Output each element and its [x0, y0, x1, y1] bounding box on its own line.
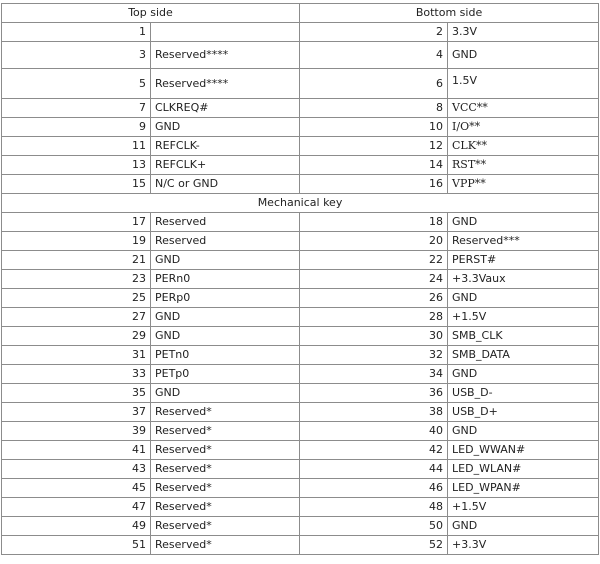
top-signal: GND — [151, 251, 300, 270]
bottom-signal: LED_WWAN# — [448, 441, 599, 460]
top-signal: Reserved* — [151, 441, 300, 460]
bottom-pin-number: 46 — [300, 479, 448, 498]
table-row — [2, 99, 599, 118]
bottom-signal: LED_WPAN# — [448, 479, 599, 498]
top-signal: Reserved* — [151, 422, 300, 441]
bottom-pin-number: 6 — [300, 69, 448, 99]
bottom-signal: +1.5V — [448, 308, 599, 327]
bottom-signal: RST** — [448, 156, 599, 175]
bottom-pin-number: 36 — [300, 384, 448, 403]
top-pin-number: 39 — [2, 422, 151, 441]
top-pin-number: 23 — [2, 270, 151, 289]
table-row — [2, 479, 599, 498]
table-row — [2, 23, 599, 42]
top-pin-number: 9 — [2, 118, 151, 137]
top-pin-number: 15 — [2, 175, 151, 194]
top-pin-number: 37 — [2, 403, 151, 422]
bottom-signal: +1.5V — [448, 498, 599, 517]
table-row — [2, 308, 599, 327]
top-side-header: Top side — [2, 4, 300, 23]
bottom-signal: SMB_CLK — [448, 327, 599, 346]
bottom-pin-number: 40 — [300, 422, 448, 441]
top-signal: Reserved**** — [151, 42, 300, 69]
bottom-signal: I/O** — [448, 118, 599, 137]
table-row — [2, 175, 599, 194]
table-row — [2, 365, 599, 384]
mechanical-key-label: Mechanical key — [2, 194, 599, 213]
table-row — [2, 289, 599, 308]
top-pin-number: 5 — [2, 69, 151, 99]
top-pin-number: 25 — [2, 289, 151, 308]
bottom-signal: GND — [448, 289, 599, 308]
top-signal: Reserved* — [151, 498, 300, 517]
top-signal: GND — [151, 118, 300, 137]
top-signal: Reserved* — [151, 536, 300, 555]
bottom-signal: +3.3V — [448, 536, 599, 555]
table-row — [2, 270, 599, 289]
bottom-pin-number: 10 — [300, 118, 448, 137]
bottom-pin-number: 38 — [300, 403, 448, 422]
top-pin-number: 7 — [2, 99, 151, 118]
top-signal — [151, 23, 300, 42]
bottom-pin-number: 18 — [300, 213, 448, 232]
bottom-signal: USB_D+ — [448, 403, 599, 422]
bottom-pin-number: 48 — [300, 498, 448, 517]
pinout-table-body — [2, 4, 599, 555]
table-row — [2, 536, 599, 555]
bottom-side-header: Bottom side — [300, 4, 599, 23]
table-row — [2, 118, 599, 137]
table-row — [2, 517, 599, 536]
bottom-signal: VCC** — [448, 99, 599, 118]
bottom-signal: USB_D- — [448, 384, 599, 403]
bottom-signal: GND — [448, 422, 599, 441]
top-pin-number: 27 — [2, 308, 151, 327]
top-signal: Reserved**** — [151, 69, 300, 99]
bottom-pin-number: 8 — [300, 99, 448, 118]
bottom-signal: 1.5V — [448, 69, 599, 99]
top-pin-number: 51 — [2, 536, 151, 555]
bottom-pin-number: 42 — [300, 441, 448, 460]
top-pin-number: 47 — [2, 498, 151, 517]
top-pin-number: 21 — [2, 251, 151, 270]
bottom-pin-number: 30 — [300, 327, 448, 346]
top-pin-number: 45 — [2, 479, 151, 498]
top-signal: Reserved — [151, 213, 300, 232]
bottom-pin-number: 16 — [300, 175, 448, 194]
top-pin-number: 31 — [2, 346, 151, 365]
bottom-signal: SMB_DATA — [448, 346, 599, 365]
bottom-signal: CLK** — [448, 137, 599, 156]
top-pin-number: 19 — [2, 232, 151, 251]
table-row — [2, 403, 599, 422]
top-pin-number: 35 — [2, 384, 151, 403]
table-row — [2, 498, 599, 517]
bottom-pin-number: 50 — [300, 517, 448, 536]
table-row — [2, 327, 599, 346]
bottom-pin-number: 20 — [300, 232, 448, 251]
top-signal: N/C or GND — [151, 175, 300, 194]
table-row — [2, 251, 599, 270]
top-signal: PETp0 — [151, 365, 300, 384]
top-signal: Reserved* — [151, 517, 300, 536]
table-row — [2, 232, 599, 251]
table-row — [2, 422, 599, 441]
table-row — [2, 42, 599, 69]
table-row — [2, 137, 599, 156]
top-signal: Reserved* — [151, 479, 300, 498]
bottom-signal: GND — [448, 365, 599, 384]
top-pin-number: 13 — [2, 156, 151, 175]
table-row — [2, 156, 599, 175]
bottom-pin-number: 4 — [300, 42, 448, 69]
top-signal: Reserved* — [151, 403, 300, 422]
top-signal: REFCLK- — [151, 137, 300, 156]
mechanical-key-row — [2, 194, 599, 213]
table-row — [2, 384, 599, 403]
bottom-pin-number: 14 — [300, 156, 448, 175]
bottom-pin-number: 34 — [300, 365, 448, 384]
top-pin-number: 1 — [2, 23, 151, 42]
top-pin-number: 29 — [2, 327, 151, 346]
bottom-pin-number: 24 — [300, 270, 448, 289]
bottom-pin-number: 2 — [300, 23, 448, 42]
top-signal: GND — [151, 327, 300, 346]
bottom-pin-number: 22 — [300, 251, 448, 270]
top-pin-number: 41 — [2, 441, 151, 460]
header-row — [2, 4, 599, 23]
bottom-signal: GND — [448, 42, 599, 69]
top-pin-number: 33 — [2, 365, 151, 384]
top-pin-number: 43 — [2, 460, 151, 479]
bottom-signal: Reserved*** — [448, 232, 599, 251]
bottom-pin-number: 52 — [300, 536, 448, 555]
bottom-signal: GND — [448, 517, 599, 536]
top-pin-number: 49 — [2, 517, 151, 536]
bottom-signal: VPP** — [448, 175, 599, 194]
top-signal: PERp0 — [151, 289, 300, 308]
bottom-signal: PERST# — [448, 251, 599, 270]
table-row — [2, 346, 599, 365]
table-row — [2, 460, 599, 479]
top-pin-number: 3 — [2, 42, 151, 69]
top-signal: GND — [151, 308, 300, 327]
top-signal: Reserved* — [151, 460, 300, 479]
top-pin-number: 11 — [2, 137, 151, 156]
table-row — [2, 213, 599, 232]
bottom-pin-number: 28 — [300, 308, 448, 327]
top-pin-number: 17 — [2, 213, 151, 232]
table-row — [2, 69, 599, 99]
bottom-pin-number: 44 — [300, 460, 448, 479]
top-signal: REFCLK+ — [151, 156, 300, 175]
pinout-table — [1, 3, 599, 555]
bottom-signal: LED_WLAN# — [448, 460, 599, 479]
top-signal: CLKREQ# — [151, 99, 300, 118]
top-signal: GND — [151, 384, 300, 403]
bottom-pin-number: 12 — [300, 137, 448, 156]
bottom-signal: 3.3V — [448, 23, 599, 42]
top-signal: PERn0 — [151, 270, 300, 289]
top-signal: Reserved — [151, 232, 300, 251]
bottom-pin-number: 26 — [300, 289, 448, 308]
bottom-pin-number: 32 — [300, 346, 448, 365]
top-signal: PETn0 — [151, 346, 300, 365]
bottom-signal: GND — [448, 213, 599, 232]
table-row — [2, 441, 599, 460]
bottom-signal: +3.3Vaux — [448, 270, 599, 289]
